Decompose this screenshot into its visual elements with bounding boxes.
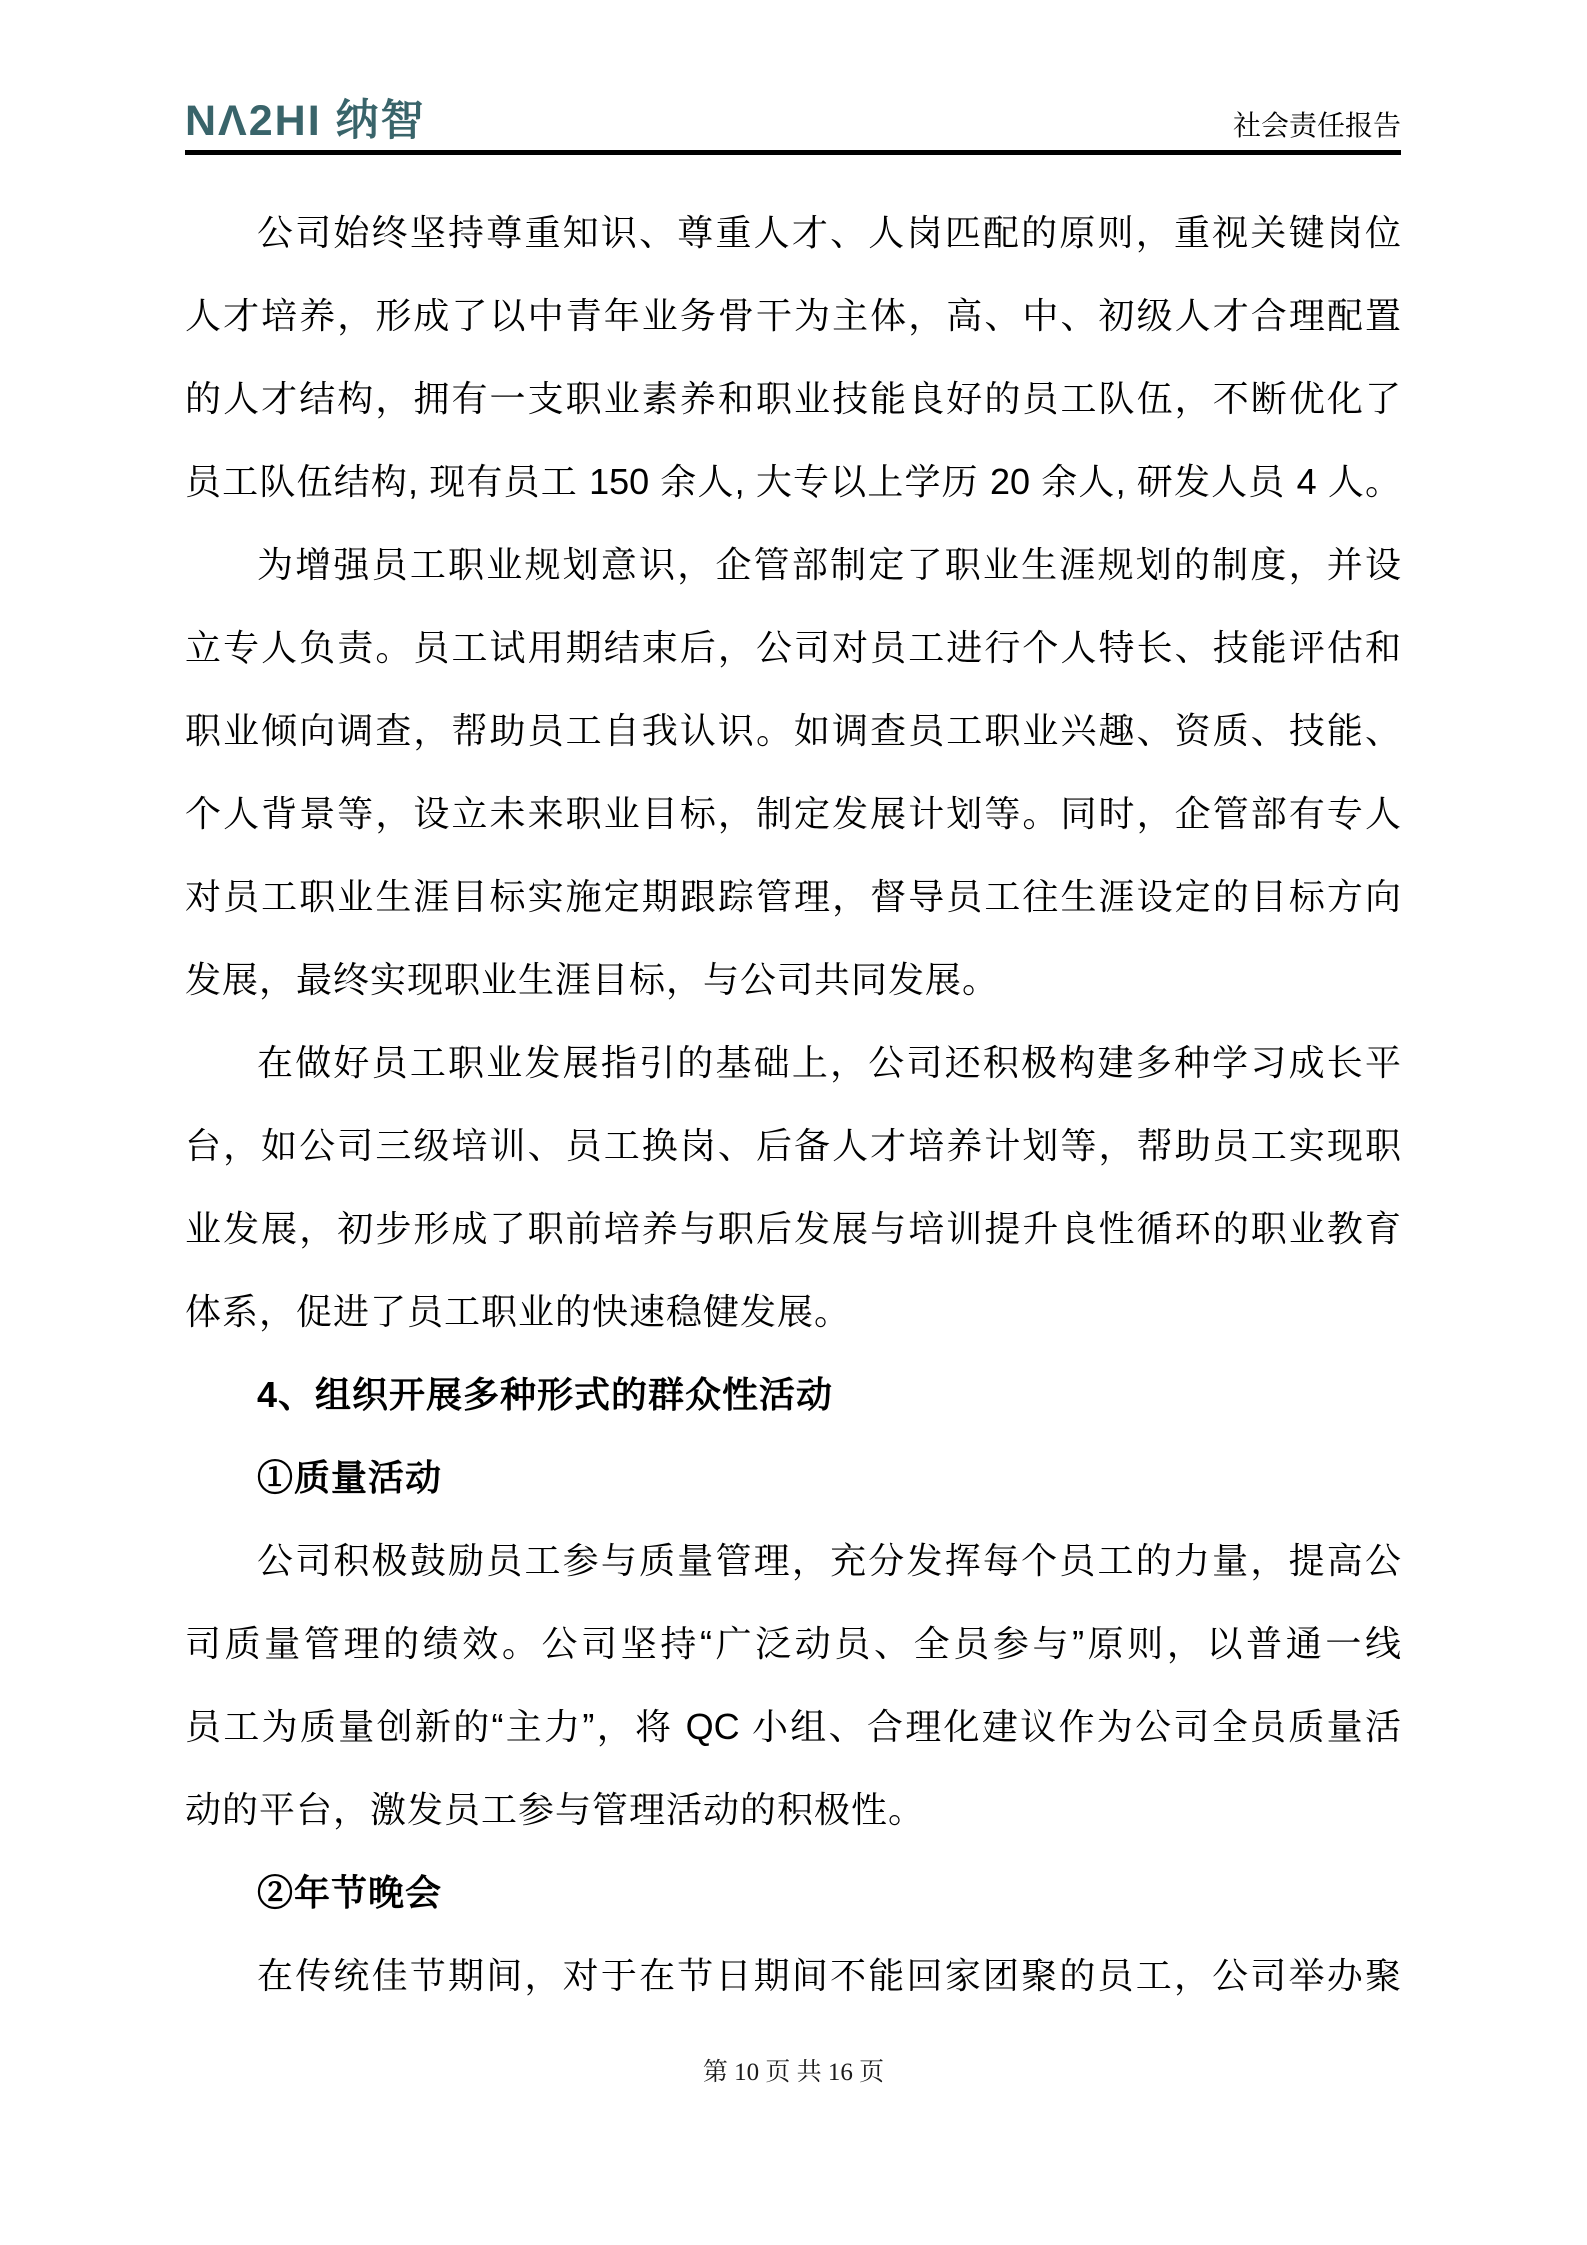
- header-divider: [185, 150, 1401, 155]
- text-line: 动的平台，激发员工参与管理活动的积极性。: [185, 1789, 926, 1830]
- section-heading: ①质量活动: [257, 1457, 443, 1498]
- text-line: 体系，促进了员工职业的快速稳健发展。: [185, 1291, 852, 1332]
- text-line: 员工队伍结构, 现有员工 150 余人, 大专以上学历 20 余人, 研发人员 4 人。: [185, 461, 1401, 502]
- text-line: 发展，最终实现职业生涯目标，与公司共同发展。: [185, 959, 1000, 1000]
- text-line: 公司始终坚持尊重知识、尊重人才、人岗匹配的原则，重视关键岗位: [257, 212, 1401, 253]
- company-logo: NΛ2HI 纳智: [185, 97, 426, 145]
- text-line: 在传统佳节期间，对于在节日期间不能回家团聚的员工，公司举办聚: [257, 1955, 1401, 1996]
- text-line: 公司积极鼓励员工参与质量管理，充分发挥每个员工的力量，提高公: [257, 1540, 1401, 1581]
- text-line: 业发展，初步形成了职前培养与职后发展与培训提升良性循环的职业教育: [185, 1208, 1401, 1249]
- page-content-area: [185, 0, 1401, 2245]
- text-line: 司质量管理的绩效。公司坚持“广泛动员、全员参与”原则，以普通一线: [185, 1623, 1401, 1664]
- text-line: 在做好员工职业发展指引的基础上，公司还积极构建多种学习成长平: [257, 1042, 1401, 1083]
- text-line: 台，如公司三级培训、员工换岗、后备人才培养计划等，帮助员工实现职: [185, 1125, 1401, 1166]
- text-line: 的人才结构，拥有一支职业素养和职业技能良好的员工队伍，不断优化了: [185, 378, 1401, 419]
- page-header: [185, 0, 1401, 143]
- text-line: 立专人负责。员工试用期结束后，公司对员工进行个人特长、技能评估和: [185, 627, 1401, 668]
- text-line: 员工为质量创新的“主力”，将 QC 小组、合理化建议作为公司全员质量活: [185, 1706, 1401, 1747]
- text-line: 人才培养，形成了以中青年业务骨干为主体，高、中、初级人才合理配置: [185, 295, 1401, 336]
- section-heading: 4、组织开展多种形式的群众性活动: [257, 1374, 834, 1415]
- text-line: 职业倾向调查，帮助员工自我认识。如调查员工职业兴趣、资质、技能、: [185, 710, 1401, 751]
- report-title: 社会责任报告: [1232, 110, 1401, 141]
- text-line: 对员工职业生涯目标实施定期跟踪管理，督导员工往生涯设定的目标方向: [185, 876, 1401, 917]
- text-line: 个人背景等，设立未来职业目标，制定发展计划等。同时，企管部有专人: [185, 793, 1401, 834]
- text-line: 为增强员工职业规划意识，企管部制定了职业生涯规划的制度，并设: [257, 544, 1401, 585]
- section-heading: ②年节晚会: [257, 1872, 443, 1913]
- page-number: 第 10 页 共 16 页: [702, 2059, 885, 2086]
- document-body: [185, 191, 1401, 2017]
